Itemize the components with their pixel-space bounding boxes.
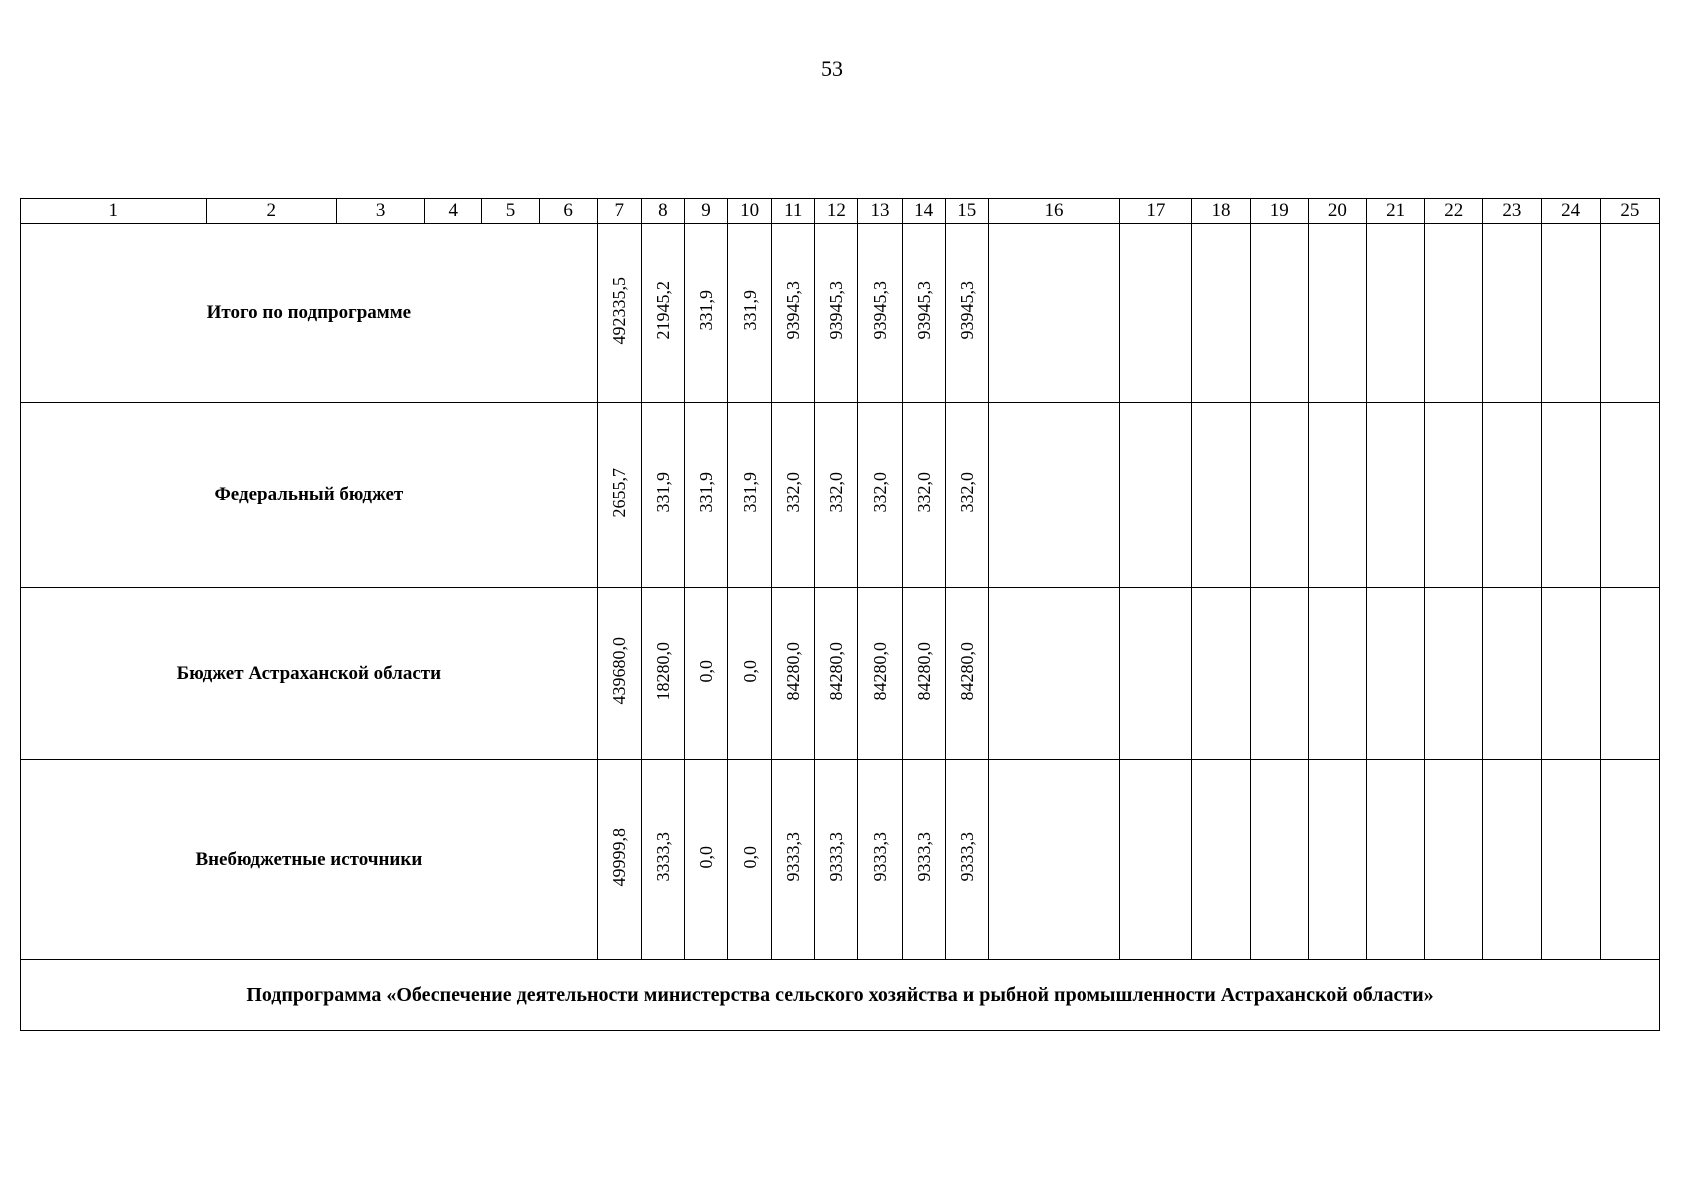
cell-value: 9333,3	[956, 832, 977, 882]
col-number: 16	[988, 199, 1119, 224]
cell-value: 0,0	[739, 845, 760, 869]
empty-cell	[1366, 224, 1424, 403]
col-number: 10	[728, 199, 772, 224]
table-cell	[597, 403, 641, 588]
col-number: 1	[21, 199, 207, 224]
cell-value: 9333,3	[783, 832, 804, 882]
cell-value: 492335,5	[609, 276, 630, 345]
empty-cell	[1366, 760, 1424, 960]
col-number: 6	[539, 199, 597, 224]
cell-value: 93945,3	[956, 281, 977, 340]
cell-value: 332,0	[870, 472, 891, 513]
empty-cell	[1425, 760, 1483, 960]
cell-value: 332,0	[826, 472, 847, 513]
cell-value: 84280,0	[913, 641, 934, 701]
table-cell	[815, 224, 858, 403]
empty-cell	[1425, 403, 1483, 588]
empty-cell	[1308, 224, 1366, 403]
table-cell	[684, 760, 727, 960]
table-cell	[728, 760, 772, 960]
row-label: Внебюджетные источники	[21, 760, 598, 960]
cell-value: 84280,0	[783, 641, 804, 701]
cell-value: 9333,3	[870, 832, 891, 882]
empty-cell	[988, 760, 1119, 960]
table-cell	[728, 588, 772, 760]
table-cell	[858, 588, 902, 760]
table-cell	[597, 760, 641, 960]
empty-cell	[1192, 760, 1250, 960]
col-number: 18	[1192, 199, 1250, 224]
cell-value: 332,0	[956, 472, 977, 513]
table-cell	[728, 403, 772, 588]
table-cell	[684, 403, 727, 588]
col-number: 11	[772, 199, 815, 224]
table-cell	[728, 224, 772, 403]
empty-cell	[1192, 403, 1250, 588]
empty-cell	[1541, 588, 1600, 760]
col-number: 20	[1308, 199, 1366, 224]
empty-cell	[1366, 403, 1424, 588]
empty-cell	[1541, 224, 1600, 403]
cell-value: 332,0	[913, 472, 934, 513]
cell-value: 439680,0	[609, 637, 630, 705]
cell-value: 331,9	[739, 472, 760, 513]
cell-value: 93945,3	[870, 281, 891, 340]
empty-cell	[988, 224, 1119, 403]
table-cell	[684, 224, 727, 403]
cell-value: 2655,7	[609, 467, 630, 518]
table-cell	[641, 403, 684, 588]
table-cell	[945, 403, 988, 588]
empty-cell	[1483, 403, 1541, 588]
table-cell	[945, 760, 988, 960]
budget-table	[20, 198, 1660, 1031]
table-cell	[858, 760, 902, 960]
empty-cell	[1120, 588, 1192, 760]
empty-cell	[1541, 403, 1600, 588]
table-cell	[772, 224, 815, 403]
cell-value: 9333,3	[826, 832, 847, 882]
table-cell	[945, 224, 988, 403]
table-cell	[858, 403, 902, 588]
table-row	[21, 224, 1660, 403]
empty-cell	[1425, 224, 1483, 403]
table-row	[21, 403, 1660, 588]
empty-cell	[1308, 760, 1366, 960]
cell-value: 93945,3	[913, 281, 934, 340]
row-label: Бюджет Астраханской области	[21, 588, 598, 760]
empty-cell	[1120, 760, 1192, 960]
col-number: 7	[597, 199, 641, 224]
table-cell	[902, 588, 945, 760]
empty-cell	[1250, 760, 1308, 960]
cell-value: 9333,3	[913, 832, 934, 882]
subprogram-row	[21, 960, 1660, 1031]
empty-cell	[1600, 760, 1659, 960]
row-label: Итого по подпрограмме	[21, 224, 598, 403]
cell-value: 84280,0	[956, 641, 977, 701]
cell-value: 84280,0	[826, 641, 847, 701]
cell-value: 331,9	[696, 472, 717, 513]
empty-cell	[1308, 588, 1366, 760]
col-number: 4	[425, 199, 482, 224]
cell-value: 332,0	[783, 472, 804, 513]
empty-cell	[1483, 588, 1541, 760]
subprogram-title: Подпрограмма «Обеспечение деятельности министерства сельского хозяйства и рыбной промышленности Астраханской области»	[21, 960, 1660, 1031]
col-number: 14	[902, 199, 945, 224]
table-cell	[641, 588, 684, 760]
col-number: 3	[336, 199, 424, 224]
cell-value: 93945,3	[826, 281, 847, 340]
empty-cell	[1250, 224, 1308, 403]
cell-value: 3333,3	[652, 832, 673, 882]
cell-value: 0,0	[696, 845, 717, 869]
cell-value: 49999,8	[609, 827, 630, 887]
table-cell	[641, 760, 684, 960]
table-cell	[945, 588, 988, 760]
cell-value: 84280,0	[870, 641, 891, 701]
empty-cell	[988, 588, 1119, 760]
col-number: 21	[1366, 199, 1424, 224]
empty-cell	[1250, 403, 1308, 588]
table-cell	[902, 760, 945, 960]
cell-value: 21945,2	[652, 281, 673, 340]
table-cell	[815, 403, 858, 588]
cell-value: 331,9	[739, 290, 760, 331]
empty-cell	[1600, 588, 1659, 760]
table-row	[21, 588, 1660, 760]
table-cell	[772, 403, 815, 588]
col-number: 12	[815, 199, 858, 224]
cell-value: 18280,0	[652, 641, 673, 701]
empty-cell	[1120, 224, 1192, 403]
col-number: 9	[684, 199, 727, 224]
col-number: 13	[858, 199, 902, 224]
table-cell	[684, 588, 727, 760]
table-cell	[772, 588, 815, 760]
empty-cell	[1425, 588, 1483, 760]
col-number: 19	[1250, 199, 1308, 224]
empty-cell	[1308, 403, 1366, 588]
cell-value: 331,9	[696, 290, 717, 331]
empty-cell	[1250, 588, 1308, 760]
empty-cell	[1192, 588, 1250, 760]
col-number: 2	[206, 199, 336, 224]
cell-value: 93945,3	[783, 281, 804, 340]
empty-cell	[1120, 403, 1192, 588]
col-number: 23	[1483, 199, 1541, 224]
table-row	[21, 760, 1660, 960]
cell-value: 331,9	[652, 472, 673, 513]
table-cell	[597, 224, 641, 403]
table-cell	[597, 588, 641, 760]
empty-cell	[1600, 403, 1659, 588]
cell-value: 0,0	[739, 659, 760, 683]
empty-cell	[1192, 224, 1250, 403]
col-number: 8	[641, 199, 684, 224]
empty-cell	[1600, 224, 1659, 403]
table-cell	[815, 588, 858, 760]
table-cell	[902, 403, 945, 588]
row-label: Федеральный бюджет	[21, 403, 598, 588]
empty-cell	[1483, 224, 1541, 403]
table-cell	[902, 224, 945, 403]
empty-cell	[1366, 588, 1424, 760]
empty-cell	[988, 403, 1119, 588]
col-number: 22	[1425, 199, 1483, 224]
col-number: 24	[1541, 199, 1600, 224]
table-cell	[641, 224, 684, 403]
col-number: 15	[945, 199, 988, 224]
table-cell	[858, 224, 902, 403]
cell-value: 0,0	[696, 659, 717, 683]
empty-cell	[1541, 760, 1600, 960]
column-number-row	[21, 199, 1660, 224]
col-number: 5	[482, 199, 539, 224]
empty-cell	[1483, 760, 1541, 960]
col-number: 17	[1120, 199, 1192, 224]
table-cell	[815, 760, 858, 960]
page-number: 53	[821, 56, 843, 81]
col-number: 25	[1600, 199, 1659, 224]
table-cell	[772, 760, 815, 960]
